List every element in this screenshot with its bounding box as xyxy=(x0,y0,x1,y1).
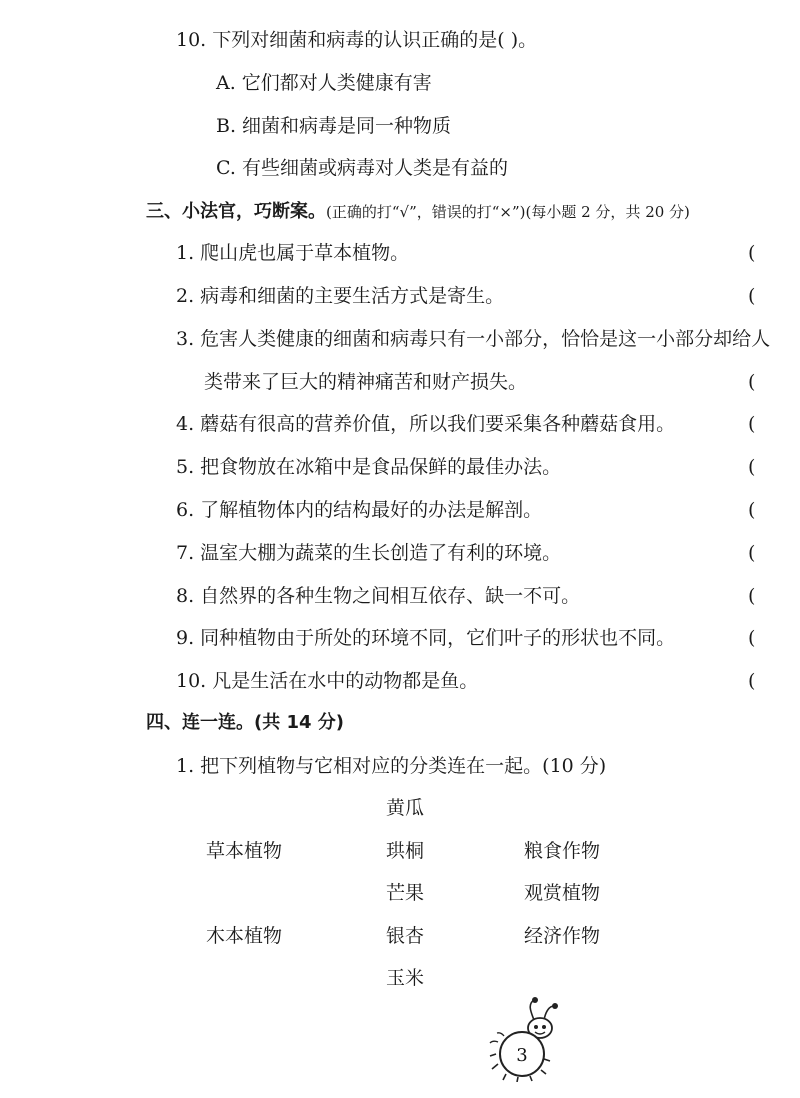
plant-cucumber: 黄瓜 xyxy=(386,797,425,819)
category-woody: 木本植物 xyxy=(206,925,283,947)
option-b: B. 细菌和病毒是同一种物质 xyxy=(216,115,452,137)
option-a: A. 它们都对人类健康有害 xyxy=(216,72,432,94)
category-cash-crop: 经济作物 xyxy=(524,925,601,947)
plant-corn: 玉米 xyxy=(386,967,425,989)
answer-paren-5: ( xyxy=(748,456,756,478)
answer-paren-4: ( xyxy=(748,413,756,435)
answer-paren-10: ( xyxy=(748,670,756,692)
category-ornamental-plant: 观赏植物 xyxy=(524,882,601,904)
judge-item-8: 8. 自然界的各种生物之间相互依存、缺一不可。 xyxy=(176,585,581,607)
category-food-crop: 粮食作物 xyxy=(524,840,601,862)
plant-dove-tree: 珙桐 xyxy=(386,840,425,862)
answer-paren-2: ( xyxy=(748,285,756,307)
category-herbaceous: 草本植物 xyxy=(206,840,283,862)
section-3-header xyxy=(146,199,690,224)
section-4-title: 四、连一连。(共 14 分) xyxy=(146,712,345,733)
judge-item-10: 10. 凡是生活在水中的动物都是鱼。 xyxy=(176,670,479,692)
plant-mango: 芒果 xyxy=(386,882,425,904)
section-4-question-1: 1. 把下列植物与它相对应的分类连在一起。(10 分) xyxy=(176,755,607,777)
plant-ginkgo: 银杏 xyxy=(386,925,425,947)
section-3-note: (正确的打“√”，错误的打“×”)(每小题 2 分，共 20 分) xyxy=(326,203,690,221)
answer-paren-9: ( xyxy=(748,627,756,649)
answer-paren-8: ( xyxy=(748,585,756,607)
answer-paren-6: ( xyxy=(748,499,756,521)
judge-item-1: 1. 爬山虎也属于草本植物。 xyxy=(176,242,410,264)
judge-item-2: 2. 病毒和细菌的主要生活方式是寄生。 xyxy=(176,285,505,307)
section-3-title: 三、小法官，巧断案。 xyxy=(146,201,326,222)
judge-item-3-continued: 类带来了巨大的精神痛苦和财产损失。 xyxy=(204,371,528,393)
page-number-badge xyxy=(484,996,568,1086)
judge-item-5: 5. 把食物放在冰箱中是食品保鲜的最佳办法。 xyxy=(176,456,562,478)
answer-paren-3: ( xyxy=(748,371,756,393)
option-c: C. 有些细菌或病毒对人类是有益的 xyxy=(216,157,508,179)
judge-item-7: 7. 温室大棚为蔬菜的生长创造了有利的环境。 xyxy=(176,542,562,564)
answer-paren-1: ( xyxy=(748,242,756,264)
question-10-stem: 10. 下列对细菌和病毒的认识正确的是( )。 xyxy=(176,29,538,51)
judge-item-6: 6. 了解植物体内的结构最好的办法是解剖。 xyxy=(176,499,543,521)
judge-item-3: 3. 危害人类健康的细菌和病毒只有一小部分，恰恰是这一小部分却给人 xyxy=(176,328,771,350)
answer-paren-7: ( xyxy=(748,542,756,564)
judge-item-4: 4. 蘑菇有很高的营养价值，所以我们要采集各种蘑菇食用。 xyxy=(176,413,676,435)
judge-item-9: 9. 同种植物由于所处的环境不同，它们叶子的形状也不同。 xyxy=(176,627,676,649)
caterpillar-icon xyxy=(484,996,568,1082)
page-number: 3 xyxy=(516,1045,528,1066)
